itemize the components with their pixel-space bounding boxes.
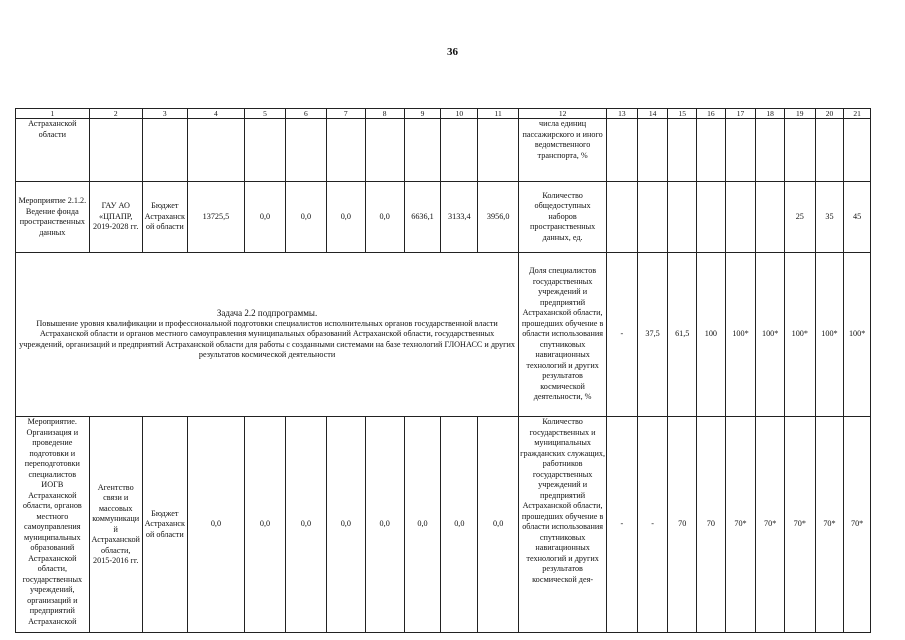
- value-cell: 70*: [815, 417, 844, 633]
- header-cell: 7: [326, 109, 365, 119]
- activity-cell: Мероприятие 2.1.2. Ведение фонда пространственных данных: [16, 182, 90, 253]
- value-cell: 0,0: [245, 417, 286, 633]
- value-cell: 13725,5: [187, 182, 244, 253]
- source-cell: Бюджет Астраханской области: [142, 182, 187, 253]
- value-cell: 100*: [725, 253, 756, 417]
- indicator-cell: Количество государственных и муниципальных гражданских служащих, работников государственных учреждений и предприятий Астраханской области, прошедших обучение в области использования спутниковых навигационных технологий и других результатов космической дея-: [519, 417, 607, 633]
- value-cell: 0,0: [478, 417, 519, 633]
- value-cell: 70*: [844, 417, 871, 633]
- value-cell: [668, 182, 697, 253]
- table-cell: [784, 119, 815, 182]
- task-title: Задача 2.2 подпрограммы.: [216, 308, 318, 319]
- value-cell: 0,0: [365, 417, 404, 633]
- executor-cell: Агентство связи и массовых коммуникаций Астраханской области, 2015-2016 гг.: [89, 417, 142, 633]
- header-cell: 2: [89, 109, 142, 119]
- activity-cell: Мероприятие. Организация и проведение подготовки и переподготовки специалистов ИОГВ Астраханской области, органов местного самоуправления муниципальных образований Астраханской области, государственных учреждений, организаций и предприятий Астраханской: [16, 417, 90, 633]
- table-cell: [326, 119, 365, 182]
- header-cell: 21: [844, 109, 871, 119]
- header-cell: 20: [815, 109, 844, 119]
- header-cell: 6: [285, 109, 326, 119]
- task-text: Повышение уровня квалификации и профессиональной подготовки специалистов исполнительных органов государственной власти Астраханской области и органов местного самоуправления муниципальных образований Астраханской области, государственных учреждений, организаций и предприятий Астраханской области для работы с созданными системами на базе технологий ГЛОНАСС и других результатов космической деятельности: [19, 318, 515, 360]
- table-cell: [365, 119, 404, 182]
- header-cell: 9: [404, 109, 441, 119]
- value-cell: 0,0: [365, 182, 404, 253]
- value-cell: 100: [697, 253, 726, 417]
- value-cell: 3133,4: [441, 182, 478, 253]
- value-cell: 45: [844, 182, 871, 253]
- header-cell: 19: [784, 109, 815, 119]
- table-row: [16, 253, 871, 417]
- value-cell: 37,5: [637, 253, 668, 417]
- table-row: [16, 182, 871, 253]
- value-cell: 0,0: [285, 182, 326, 253]
- table-cell: [725, 119, 756, 182]
- value-cell: -: [607, 253, 638, 417]
- value-cell: [697, 182, 726, 253]
- value-cell: 3956,0: [478, 182, 519, 253]
- table-cell: [844, 119, 871, 182]
- value-cell: 0,0: [441, 417, 478, 633]
- value-cell: 0,0: [285, 417, 326, 633]
- header-cell: 3: [142, 109, 187, 119]
- header-cell: 17: [725, 109, 756, 119]
- indicator-cell: Количество общедоступных наборов пространственных данных, ед.: [519, 182, 607, 253]
- value-cell: 70*: [784, 417, 815, 633]
- table-cell: [404, 119, 441, 182]
- table-cell: [89, 119, 142, 182]
- indicator-cell: числа единиц пассажирского и иного ведомственного транспорта, %: [519, 119, 607, 182]
- activity-cell: Астраханской области: [16, 119, 90, 182]
- value-cell: 35: [815, 182, 844, 253]
- value-cell: 0,0: [404, 417, 441, 633]
- header-cell: 8: [365, 109, 404, 119]
- value-cell: -: [637, 417, 668, 633]
- header-cell: 15: [668, 109, 697, 119]
- source-cell: Бюджет Астраханской области: [142, 417, 187, 633]
- value-cell: 6636,1: [404, 182, 441, 253]
- header-cell: 5: [245, 109, 286, 119]
- header-cell: 1: [16, 109, 90, 119]
- value-cell: 70*: [725, 417, 756, 633]
- value-cell: 0,0: [187, 417, 244, 633]
- header-cell: 11: [478, 109, 519, 119]
- program-table: [15, 108, 871, 633]
- header-cell: 13: [607, 109, 638, 119]
- value-cell: 0,0: [326, 182, 365, 253]
- header-cell: 4: [187, 109, 244, 119]
- table-row: [16, 119, 871, 182]
- value-cell: 100*: [815, 253, 844, 417]
- table-cell: [756, 119, 785, 182]
- table-cell: [637, 119, 668, 182]
- value-cell: 25: [784, 182, 815, 253]
- table-cell: [245, 119, 286, 182]
- table-cell: [668, 119, 697, 182]
- value-cell: 70*: [756, 417, 785, 633]
- table-cell: [478, 119, 519, 182]
- table-cell: [815, 119, 844, 182]
- value-cell: [756, 182, 785, 253]
- task-cell: [16, 253, 519, 417]
- value-cell: 100*: [756, 253, 785, 417]
- indicator-cell: Доля специалистов государственных учреждений и предприятий Астраханской области, прошедших обучение в области использования спутниковых навигационных технологий и других результатов космической деятельности, %: [519, 253, 607, 417]
- value-cell: 61,5: [668, 253, 697, 417]
- header-cell: 14: [637, 109, 668, 119]
- table-cell: [142, 119, 187, 182]
- value-cell: 100*: [784, 253, 815, 417]
- value-cell: [637, 182, 668, 253]
- value-cell: 70: [668, 417, 697, 633]
- value-cell: 100*: [844, 253, 871, 417]
- header-cell: 16: [697, 109, 726, 119]
- executor-cell: ГАУ АО «ЦПАПР, 2019-2028 гг.: [89, 182, 142, 253]
- value-cell: [607, 182, 638, 253]
- table-row: [16, 417, 871, 633]
- page-number: 36: [447, 46, 458, 58]
- header-cell: 12: [519, 109, 607, 119]
- table-cell: [285, 119, 326, 182]
- value-cell: 0,0: [326, 417, 365, 633]
- table-cell: [607, 119, 638, 182]
- value-cell: 0,0: [245, 182, 286, 253]
- value-cell: -: [607, 417, 638, 633]
- header-row: [16, 109, 871, 119]
- table-cell: [697, 119, 726, 182]
- table-cell: [441, 119, 478, 182]
- value-cell: [725, 182, 756, 253]
- value-cell: 70: [697, 417, 726, 633]
- table-cell: [187, 119, 244, 182]
- header-cell: 10: [441, 109, 478, 119]
- header-cell: 18: [756, 109, 785, 119]
